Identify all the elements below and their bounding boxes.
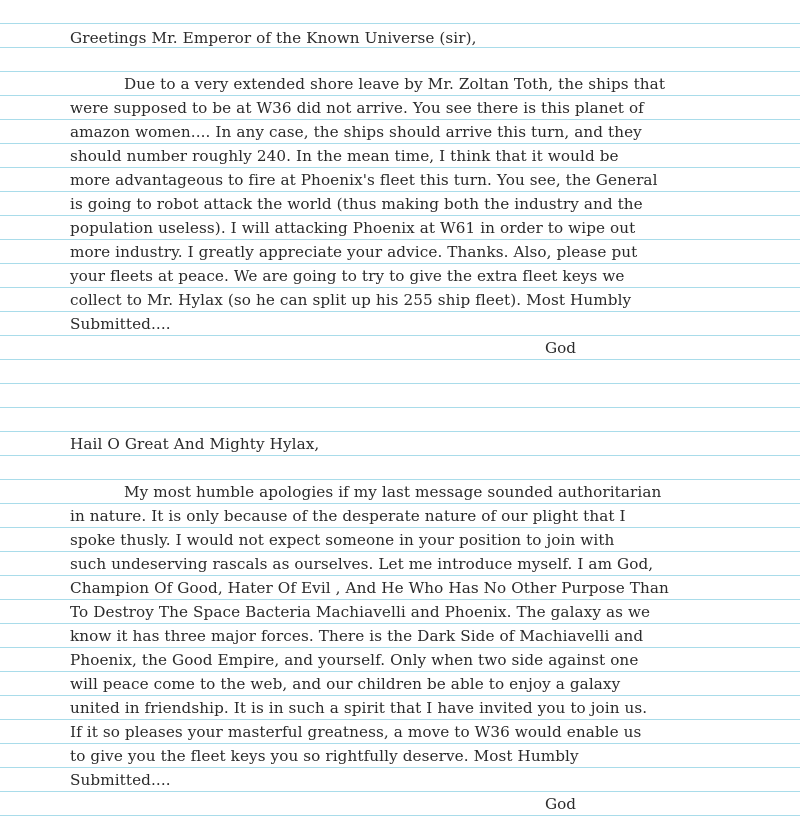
letter-2-line-9: will peace come to the web, and our children be able to enjoy a galaxy [70, 675, 621, 693]
letter-1-line-8: more industry. I greatly appreciate your advice. Thanks. Also, please put [70, 243, 638, 261]
letter-2-line-3: spoke thusly. I would not expect someone in your position to join with [70, 531, 615, 549]
letter-1-line-2: were supposed to be at W36 did not arrive. You see there is this planet of [70, 99, 644, 117]
letter-1-line-3: amazon women.... In any case, the ships should arrive this turn, and they [70, 123, 642, 141]
letter-1-line-6: is going to robot attack the world (thus making both the industry and the [70, 195, 643, 213]
letter-2-line-4: such undeserving rascals as ourselves. Let me introduce myself. I am God, [70, 555, 654, 573]
letter-1-line-10: collect to Mr. Hylax (so he can split up his 255 ship fleet). Most Humbly [70, 291, 632, 309]
letter-2-line-10: united in friendship. It is in such a spirit that I have invited you to join us. [70, 699, 648, 717]
letter-2-line-8: Phoenix, the Good Empire, and yourself. Only when two side against one [70, 651, 639, 669]
letter-1-line-9: your fleets at peace. We are going to try to give the extra fleet keys we [70, 267, 625, 285]
letter-2-line-11: If it so pleases your masterful greatness, a move to W36 would enable us [70, 723, 642, 741]
letter-2-salutation: Hail O Great And Mighty Hylax, [70, 435, 320, 453]
letter-1-line-5: more advantageous to fire at Phoenix's fleet this turn. You see, the General [70, 171, 658, 189]
letter-1-signature: God [545, 339, 576, 357]
letter-1-line-1: Due to a very extended shore leave by Mr. Zoltan Toth, the ships that [124, 75, 666, 93]
letter-2-line-6: To Destroy The Space Bacteria Machiavelli and Phoenix. The galaxy as we [70, 603, 651, 621]
letter-2-line-1: My most humble apologies if my last message sounded authoritarian [124, 483, 662, 501]
letter-1-line-7: population useless). I will attacking Phoenix at W61 in order to wipe out [70, 219, 636, 237]
letter-2-line-13: Submitted.... [70, 771, 171, 789]
letter-2-line-2: in nature. It is only because of the desperate nature of our plight that I [70, 507, 626, 525]
letter-1-salutation: Greetings Mr. Emperor of the Known Universe (sir), [70, 29, 477, 47]
letter-2-signature: God [545, 795, 576, 813]
letter-2-line-12: to give you the fleet keys you so rightfully deserve. Most Humbly [70, 747, 579, 765]
letter-1-line-11: Submitted.... [70, 315, 171, 333]
letter-1-line-4: should number roughly 240. In the mean time, I think that it would be [70, 147, 619, 165]
letter-2-line-5: Champion Of Good, Hater Of Evil , And He Who Has No Other Purpose Than [70, 579, 669, 597]
letter-2-line-7: know it has three major forces. There is the Dark Side of Machiavelli and [70, 627, 644, 645]
